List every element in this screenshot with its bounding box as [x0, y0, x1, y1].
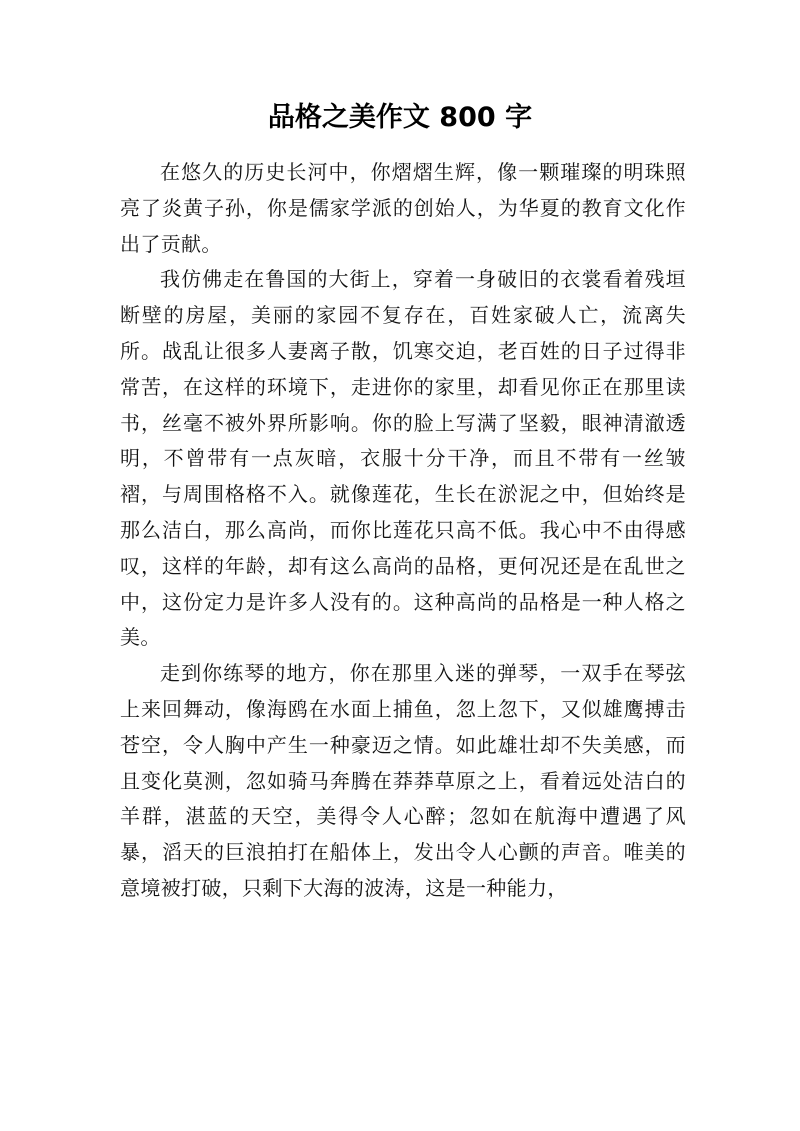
document-body: [120, 155, 686, 907]
document-title: 品格之美作文 800 字: [267, 102, 533, 133]
paragraph-3: 走到你练琴的地方，你在那里入迷的弹琴，一双手在琴弦上来回舞动，像海鸥在水面上捕鱼，忽上忽下，又似雄鹰搏击苍空，令人胸中产生一种豪迈之情。如此雄壮却不失美感，而且变化莫测，忽如骑马奔腾在莽莽草原之上，看着远处洁白的羊群，湛蓝的天空，美得令人心醉；忽如在航海中遭遇了风暴，滔天的巨浪拍打在船体上，发出令人心颤的声音。唯美的意境被打破，只剩下大海的波涛，这是一种能力，: [120, 661, 686, 900]
paragraph-2: 我仿佛走在鲁国的大街上，穿着一身破旧的衣裳看着残垣断壁的房屋，美丽的家园不复存在，百姓家破人亡，流离失所。战乱让很多人妻离子散，饥寒交迫，老百姓的日子过得非常苦，在这样的环境下，走进你的家里，却看见你正在那里读书，丝毫不被外界所影响。你的脸上写满了坚毅，眼神清澈透明，不曾带有一点灰暗，衣服十分干净，而且不带有一丝皱褶，与周围格格不入。就像莲花，生长在淤泥之中，但始终是那么洁白，那么高尚，而你比莲花只高不低。我心中不由得感叹，这样的年龄，却有这么高尚的品格，更何况还是在乱世之中，这份定力是许多人没有的。这种高尚的品格是一种人格之美。: [120, 267, 686, 650]
paragraph-1: 在悠久的历史长河中，你熠熠生辉，像一颗璀璨的明珠照亮了炎黄子孙，你是儒家学派的创始人，为华夏的教育文化作出了贡献。: [120, 160, 686, 256]
